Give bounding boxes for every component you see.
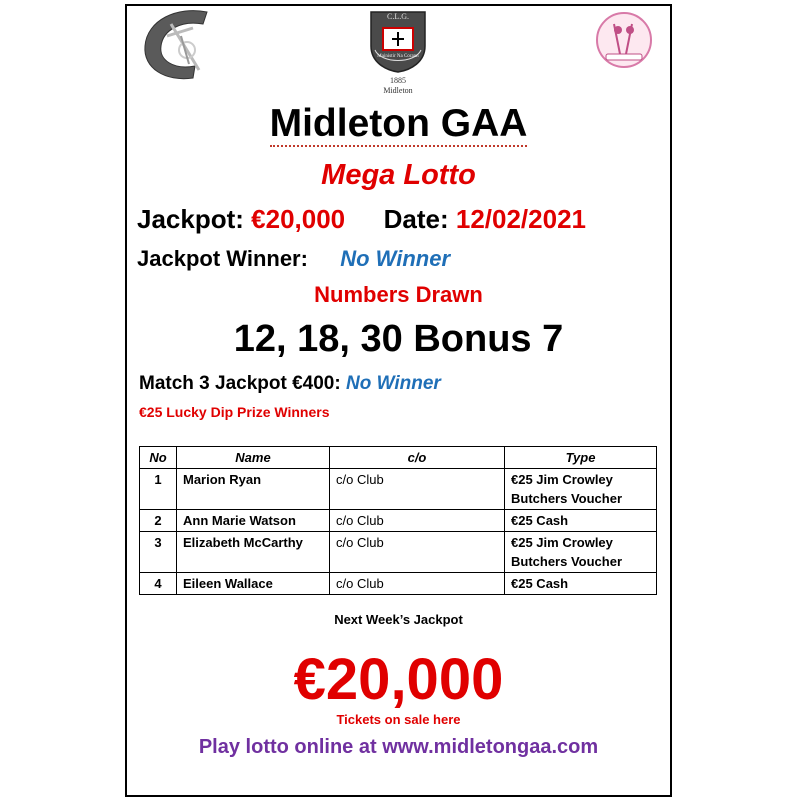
row-name: Marion Ryan <box>177 469 330 510</box>
row-type: €25 Jim Crowley Butchers Voucher <box>505 532 657 573</box>
tickets-text: Tickets on sale here <box>336 712 461 727</box>
row-name: Ann Marie Watson <box>177 510 330 532</box>
jackpot-winner-value: No Winner <box>340 246 450 271</box>
match3-line <box>139 373 441 395</box>
jackpot-label: Jackpot: <box>137 204 244 234</box>
table-row <box>140 510 657 532</box>
club-crest <box>367 8 429 100</box>
winners-table <box>139 446 657 595</box>
jackpot-amount: €20,000 <box>251 204 346 234</box>
jackpot-line <box>137 204 586 235</box>
row-no: 3 <box>140 532 177 573</box>
row-co: c/o Club <box>330 532 505 573</box>
row-type: €25 Cash <box>505 510 657 532</box>
header-no: No <box>140 447 177 469</box>
match3-value: No Winner <box>345 373 441 394</box>
header-name: Name <box>177 447 330 469</box>
hurling-emblem-logo <box>137 6 219 82</box>
lucky-dip-heading: €25 Lucky Dip Prize Winners <box>139 404 330 420</box>
lotto-results-page <box>125 4 672 797</box>
table-row <box>140 573 657 595</box>
table-row <box>140 469 657 510</box>
online-link[interactable]: Play lotto online at www.midletongaa.com <box>198 736 599 758</box>
next-week-label: Next Week’s Jackpot <box>334 612 463 627</box>
crest-arc-text: Mainistir Na Corann <box>377 54 419 59</box>
date-value: 12/02/2021 <box>455 204 586 234</box>
page-subtitle: Mega Lotto <box>321 159 476 191</box>
page-title: Midleton GAA <box>269 102 528 145</box>
row-no: 2 <box>140 510 177 532</box>
row-co: c/o Club <box>330 469 505 510</box>
row-no: 1 <box>140 469 177 510</box>
camogie-badge-logo <box>592 10 656 70</box>
row-type: €25 Cash <box>505 573 657 595</box>
numbers-drawn: 12, 18, 30 Bonus 7 <box>233 318 564 360</box>
table-header-row <box>140 447 657 469</box>
next-week-amount: €20,000 <box>293 647 504 712</box>
table-row <box>140 532 657 573</box>
jackpot-winner-label: Jackpot Winner: <box>137 246 308 271</box>
crest-town: Midleton <box>383 86 413 95</box>
header-type: Type <box>505 447 657 469</box>
header-co: c/o <box>330 447 505 469</box>
row-name: Elizabeth McCarthy <box>177 532 330 573</box>
crest-year: 1885 <box>390 76 406 85</box>
match3-label: Match 3 Jackpot €400: <box>139 373 341 394</box>
row-co: c/o Club <box>330 573 505 595</box>
jackpot-winner-line <box>137 246 450 272</box>
row-co: c/o Club <box>330 510 505 532</box>
row-no: 4 <box>140 573 177 595</box>
date-label: Date: <box>383 204 449 234</box>
numbers-drawn-heading: Numbers Drawn <box>314 282 483 307</box>
row-name: Eileen Wallace <box>177 573 330 595</box>
crest-top-text: C.L.G. <box>387 12 409 21</box>
row-type: €25 Jim Crowley Butchers Voucher <box>505 469 657 510</box>
